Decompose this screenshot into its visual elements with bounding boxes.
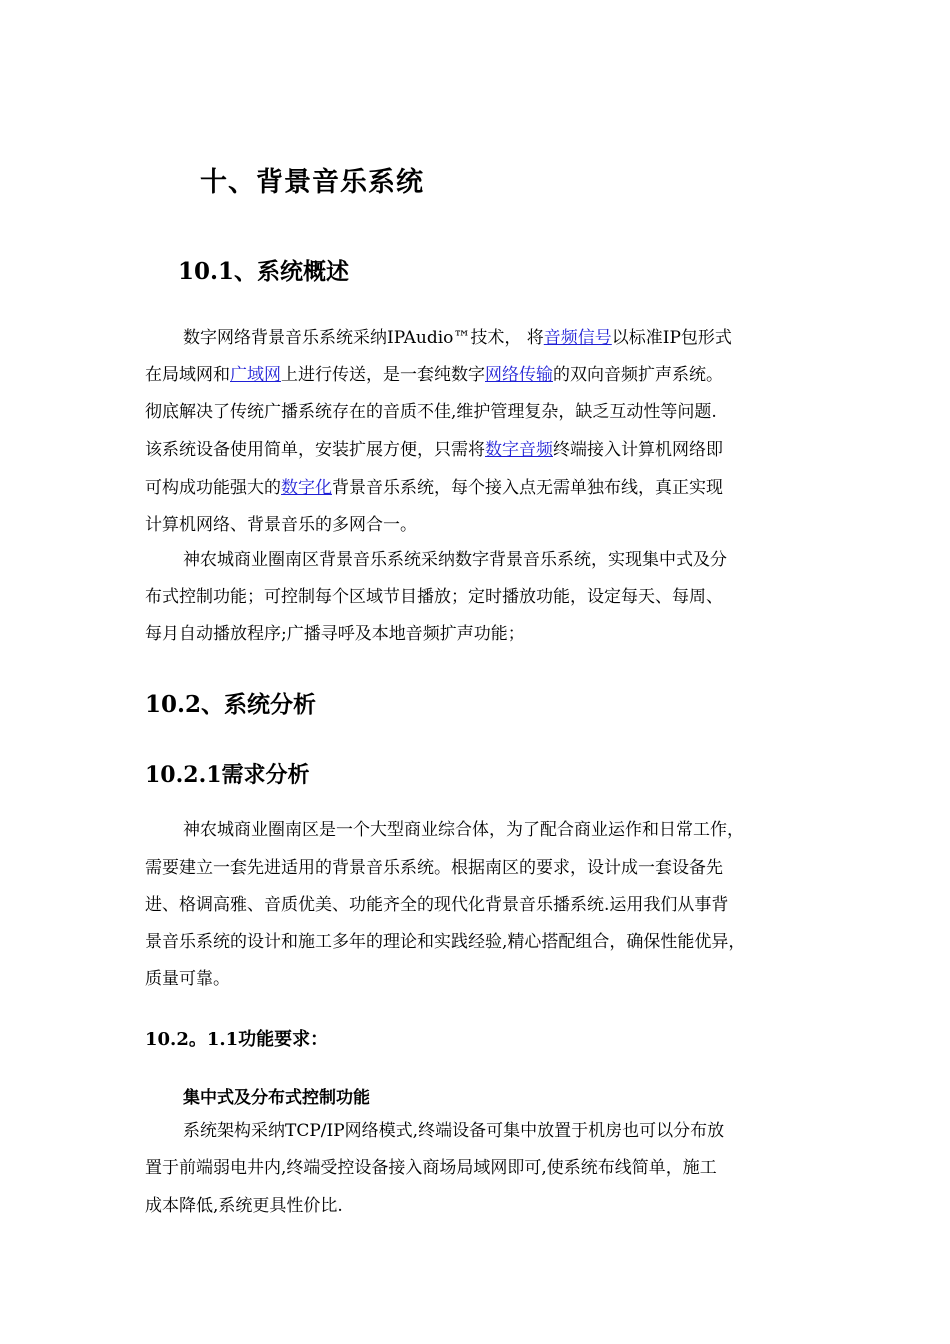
- text-fragment: 该系统设备使用简单，安装扩展方便，只需将: [145, 440, 485, 460]
- text-fragment: 上进行传送，是一套纯数字: [281, 365, 485, 385]
- section-heading-10-2-1-1: 10.2。1.1功能要求：: [145, 1029, 329, 1050]
- requirements-line-5: 质量可靠。: [145, 969, 230, 989]
- overview-line-3: 彻底解决了传统广播系统存在的音质不佳,维护管理复杂，缺乏互动性等问题.: [145, 402, 717, 422]
- overview-line-5: [145, 478, 723, 498]
- overview-p2-line-3: 每月自动播放程序;广播寻呼及本地音频扩声功能；: [145, 624, 525, 644]
- link-digital-audio[interactable]: 数字音频: [485, 440, 553, 460]
- overview-p2-line-1: 神农城商业圈南区背景音乐系统采纳数字背景音乐系统，实现集中式及分: [183, 550, 727, 570]
- centralized-line-3: 成本降低,系统更具性价比.: [145, 1196, 343, 1216]
- text-fragment: 以标准IP包形式: [611, 328, 732, 348]
- text-fragment: 在局域网和: [145, 365, 230, 385]
- requirements-line-2: 需要建立一套先进适用的背景音乐系统。根据南区的要求，设计成一套设备先: [145, 858, 723, 878]
- link-network-transmission[interactable]: 网络传输: [485, 365, 553, 385]
- centralized-line-2: 置于前端弱电井内,终端受控设备接入商场局域网即可,使系统布线简单，施工: [145, 1158, 717, 1178]
- requirements-line-3: 进、格调高雅、音质优美、功能齐全的现代化背景音乐播系统.运用我们从事背: [145, 895, 729, 915]
- requirements-line-1: 神农城商业圈南区是一个大型商业综合体，为了配合商业运作和日常工作，: [183, 820, 744, 840]
- requirements-line-4: 景音乐系统的设计和施工多年的理论和实践经验,精心搭配组合，确保性能优异，: [145, 932, 746, 952]
- text-fragment: 背景音乐系统，每个接入点无需单独布线，真正实现: [332, 478, 723, 498]
- section-heading-10-2: 10.2、系统分析: [145, 691, 317, 718]
- subheading-centralized-control: 集中式及分布式控制功能: [183, 1088, 370, 1108]
- link-digitalization[interactable]: 数字化: [281, 478, 332, 498]
- overview-line-2: [145, 365, 723, 385]
- text-fragment: 终端接入计算机网络即: [553, 440, 723, 460]
- text-fragment: 的双向音频扩声系统。: [553, 365, 723, 385]
- text-fragment: 数字网络背景音乐系统采纳IPAudio™技术， 将: [183, 328, 544, 348]
- chapter-title: 十、背景音乐系统: [200, 167, 424, 198]
- overview-line-6: 计算机网络、背景音乐的多网合一。: [145, 515, 417, 535]
- section-heading-10-1: 10.1、系统概述: [178, 258, 350, 285]
- overview-line-1: [183, 328, 732, 348]
- overview-line-4: [145, 440, 723, 460]
- link-wan[interactable]: 广域网: [230, 365, 281, 385]
- centralized-line-1: 系统架构采纳TCP/IP网络模式,终端设备可集中放置于机房也可以分布放: [183, 1121, 725, 1141]
- link-audio-signal[interactable]: 音频信号: [543, 328, 612, 348]
- section-heading-10-2-1: 10.2.1需求分析: [145, 762, 310, 788]
- text-fragment: 可构成功能强大的: [145, 478, 281, 498]
- overview-p2-line-2: 布式控制功能；可控制每个区域节目播放；定时播放功能，设定每天、每周、: [145, 587, 723, 607]
